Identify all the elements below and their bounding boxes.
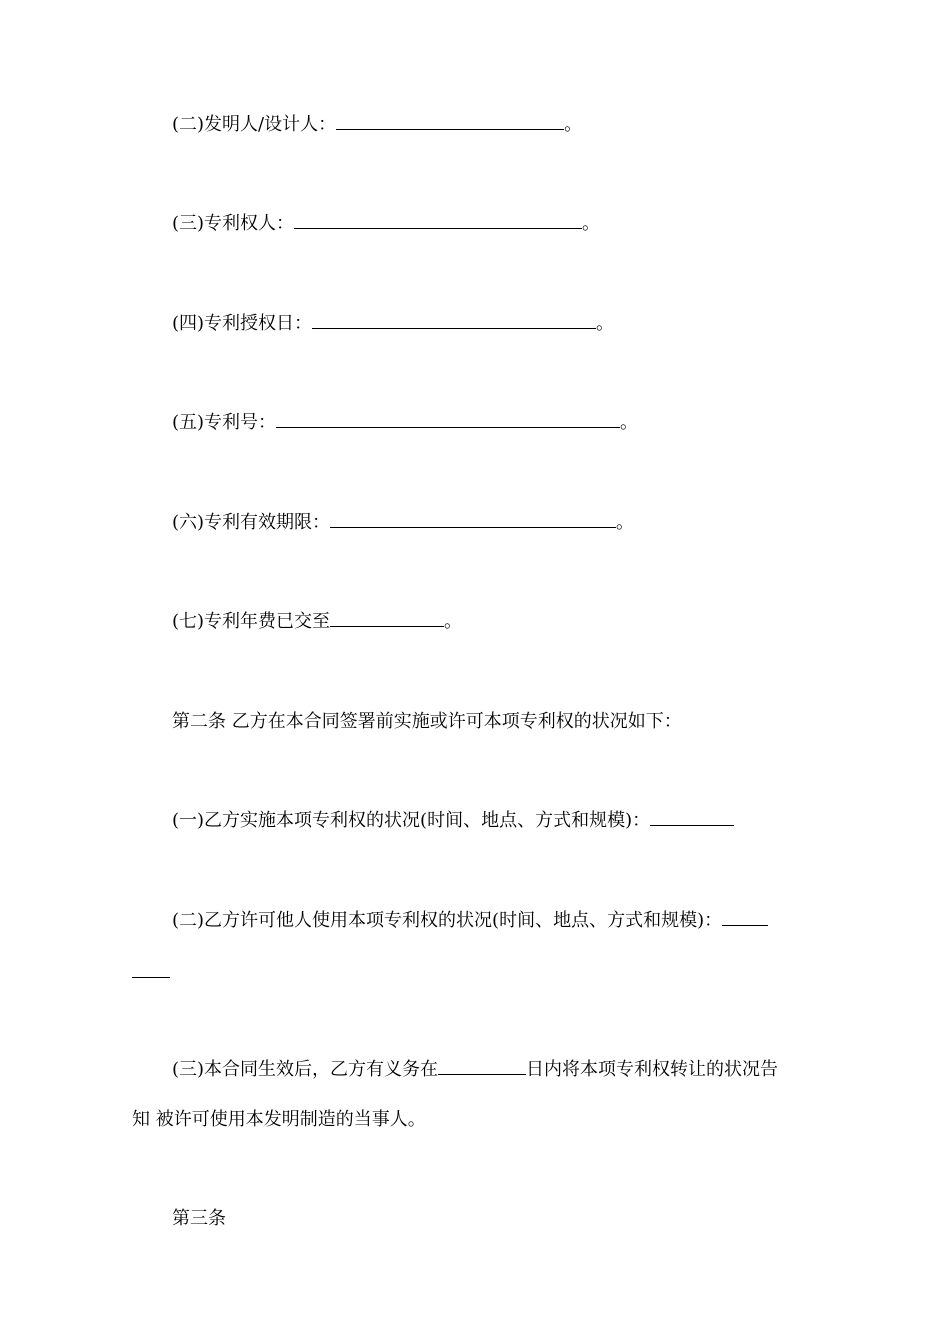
period: 。 (582, 213, 601, 234)
annual-fee-blank (330, 612, 444, 627)
article-2-heading: 第二条 乙方在本合同签署前实施或许可本项专利权的状况如下： (172, 711, 682, 732)
item-grant-date (172, 313, 614, 335)
article-2-item-3-part2: 日内将本项专利权转让的状况告 (526, 1059, 779, 1080)
article-2-item-2-continuation (132, 962, 170, 984)
article-2-item-1-text: (一)乙方实施本项专利权的状况(时间、地点、方式和规模)： (172, 810, 651, 831)
article-2-item-2-text: (二)乙方许可他人使用本项专利权的状况(时间、地点、方式和规模)： (172, 910, 723, 931)
period: 。 (620, 412, 639, 433)
article-2-item-3-part1: (三)本合同生效后，乙方有义务在 (172, 1059, 439, 1080)
item-annual-fee (172, 611, 462, 633)
article-2-item-1 (172, 810, 734, 832)
validity-blank (330, 513, 616, 528)
item-inventor (172, 114, 582, 136)
grant-date-blank (312, 314, 596, 329)
item-3-days-blank (438, 1060, 526, 1075)
inventor-blank (336, 115, 564, 130)
article-3-heading: 第三条 (172, 1208, 226, 1229)
item-validity (172, 512, 634, 534)
item-patent-no (172, 412, 638, 434)
patentee-blank (294, 214, 582, 229)
article-2-item-3 (172, 1059, 778, 1081)
patent-no-blank (276, 413, 620, 428)
period: 。 (444, 611, 463, 632)
period: 。 (616, 512, 635, 533)
article-2-item-2 (172, 910, 768, 932)
item-grant-date-label: (四)专利授权日： (172, 313, 313, 334)
period: 。 (596, 313, 615, 334)
item-annual-fee-label: (七)专利年费已交至 (172, 611, 331, 632)
item-2-blank-continued (132, 963, 170, 978)
item-validity-label: (六)专利有效期限： (172, 512, 331, 533)
item-1-blank (650, 811, 734, 826)
period: 。 (564, 114, 583, 135)
item-inventor-label: (二)发明人/设计人： (172, 114, 337, 135)
item-patentee-label: (三)专利权人： (172, 213, 295, 234)
item-patentee (172, 213, 600, 235)
item-2-blank (722, 911, 768, 926)
article-2-item-3-line2: 知 被许可使用本发明制造的当事人。 (132, 1109, 426, 1130)
item-patent-no-label: (五)专利号： (172, 412, 277, 433)
